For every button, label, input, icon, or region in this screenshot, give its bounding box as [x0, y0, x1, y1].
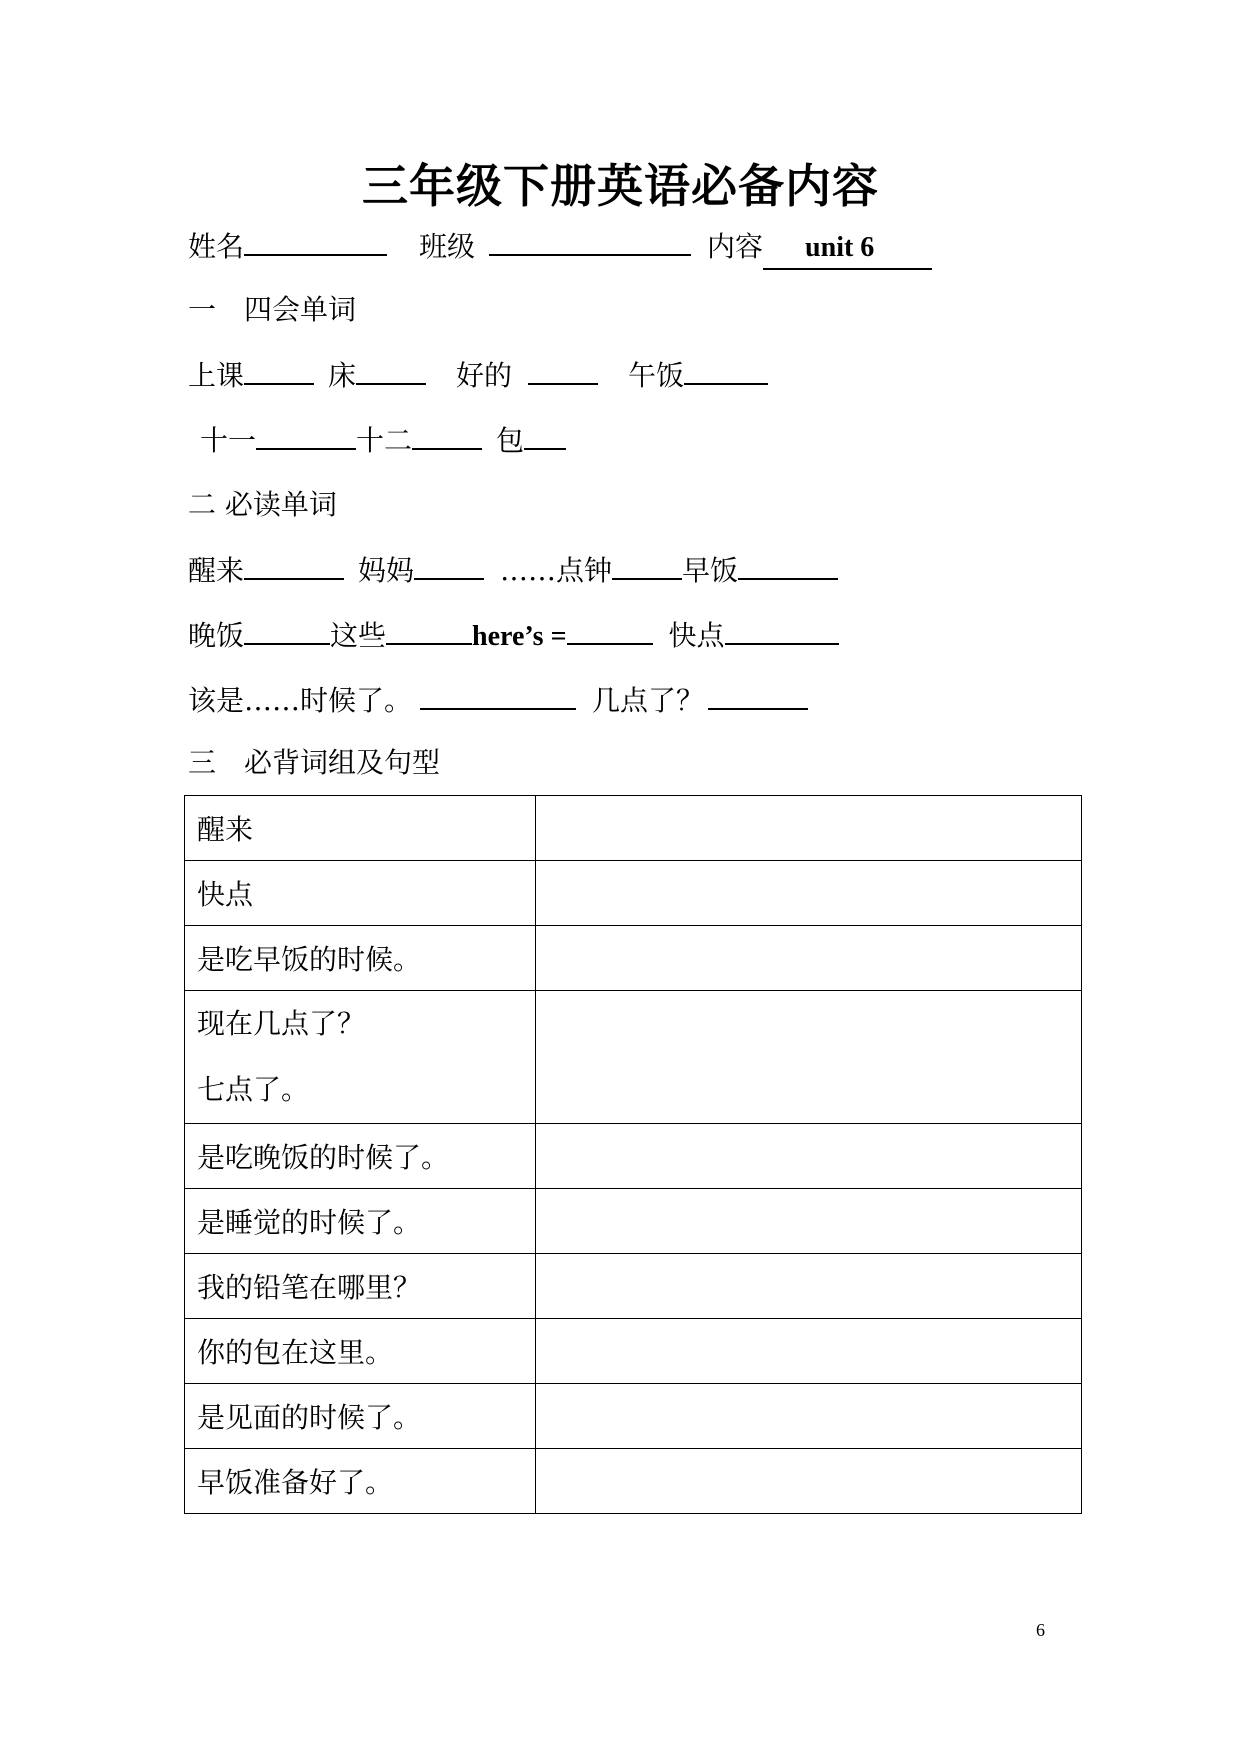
vocab-blank[interactable]	[244, 615, 330, 645]
vocab-blank[interactable]	[528, 355, 598, 385]
vocab-blank[interactable]	[244, 550, 344, 580]
answer-cell[interactable]	[535, 1124, 1081, 1189]
vocab-blank[interactable]	[612, 550, 682, 580]
vocab-blank[interactable]	[356, 355, 426, 385]
phrase-cell: 是见面的时候了。	[185, 1384, 536, 1449]
name-blank[interactable]	[244, 226, 387, 256]
phrases-table	[184, 795, 1082, 1514]
phrase-cell: 是吃晚饭的时候了。	[185, 1124, 536, 1189]
name-label: 姓名	[188, 230, 245, 263]
phrase-cell: 我的铅笔在哪里？	[185, 1254, 536, 1319]
class-blank[interactable]	[489, 226, 691, 256]
answer-cell[interactable]	[535, 926, 1081, 991]
vocab-blank[interactable]	[708, 680, 808, 710]
section1-row2	[200, 420, 566, 461]
answer-cell[interactable]	[535, 1449, 1081, 1514]
section2-row2	[188, 615, 839, 657]
section2-row1	[188, 550, 838, 591]
vocab-word: 早饭	[682, 554, 739, 587]
table-row	[185, 796, 1082, 861]
phrase-cell: 快点	[185, 861, 536, 926]
page-title: 三年级下册英语必备内容	[362, 159, 879, 213]
vocab-word: 十一	[200, 424, 257, 457]
vocab-blank[interactable]	[414, 550, 484, 580]
page-number: 6	[1036, 1620, 1045, 1640]
table-row	[185, 1124, 1082, 1189]
vocab-word: 妈妈	[358, 554, 415, 587]
answer-cell[interactable]	[535, 991, 1081, 1124]
vocab-blank[interactable]	[244, 355, 314, 385]
vocab-word: 午饭	[628, 359, 685, 392]
table-row	[185, 1254, 1082, 1319]
vocab-word: 这些	[330, 619, 387, 652]
vocab-blank[interactable]	[684, 355, 768, 385]
vocab-blank[interactable]	[567, 615, 653, 645]
vocab-word: ……点钟	[500, 554, 613, 587]
header-row	[188, 226, 932, 270]
phrase-line: 七点了。	[197, 1073, 310, 1106]
vocab-blank[interactable]	[524, 420, 566, 450]
vocab-blank[interactable]	[420, 680, 576, 710]
answer-cell[interactable]	[535, 796, 1081, 861]
table-row	[185, 1449, 1082, 1514]
vocab-blank[interactable]	[386, 615, 472, 645]
class-label: 班级	[419, 230, 476, 263]
vocab-word: 上课	[188, 359, 245, 392]
answer-cell[interactable]	[535, 1319, 1081, 1384]
section3-heading: 三 必背词组及句型	[188, 746, 441, 779]
answer-cell[interactable]	[535, 1384, 1081, 1449]
vocab-word: 床	[328, 359, 357, 392]
vocab-blank[interactable]	[738, 550, 838, 580]
content-value: unit 6	[763, 228, 932, 270]
phrase-cell: 是睡觉的时候了。	[185, 1189, 536, 1254]
phrase-cell: 醒来	[185, 796, 536, 861]
section1-heading: 一 四会单词	[188, 293, 357, 326]
table-row	[185, 991, 1082, 1124]
table-row	[185, 1319, 1082, 1384]
section2-heading: 二 必读单词	[188, 488, 337, 521]
phrase-cell: 早饭准备好了。	[185, 1449, 536, 1514]
vocab-blank[interactable]	[412, 420, 482, 450]
table-row	[185, 1189, 1082, 1254]
vocab-blank[interactable]	[725, 615, 839, 645]
table-row	[185, 926, 1082, 991]
section2-row3	[188, 680, 808, 721]
table-row	[185, 861, 1082, 926]
vocab-word: 好的	[456, 359, 513, 392]
phrase-cell: 你的包在这里。	[185, 1319, 536, 1384]
vocab-word: 该是……时候了。	[188, 684, 413, 717]
vocab-word: here’s =	[472, 621, 567, 652]
answer-cell[interactable]	[535, 1254, 1081, 1319]
content-label: 内容	[707, 230, 764, 263]
phrase-cell: 是吃早饭的时候。	[185, 926, 536, 991]
phrase-line: 现在几点了？	[197, 1007, 366, 1040]
vocab-word: 快点	[668, 619, 725, 652]
vocab-word: 包	[496, 424, 525, 457]
answer-cell[interactable]	[535, 861, 1081, 926]
phrase-cell	[185, 991, 536, 1124]
answer-cell[interactable]	[535, 1189, 1081, 1254]
section1-row1	[188, 355, 768, 396]
table-row	[185, 1384, 1082, 1449]
vocab-word: 醒来	[188, 554, 245, 587]
vocab-word: 几点了？	[592, 684, 705, 717]
vocab-blank[interactable]	[256, 420, 356, 450]
vocab-word: 晚饭	[188, 619, 245, 652]
vocab-word: 十二	[356, 424, 413, 457]
